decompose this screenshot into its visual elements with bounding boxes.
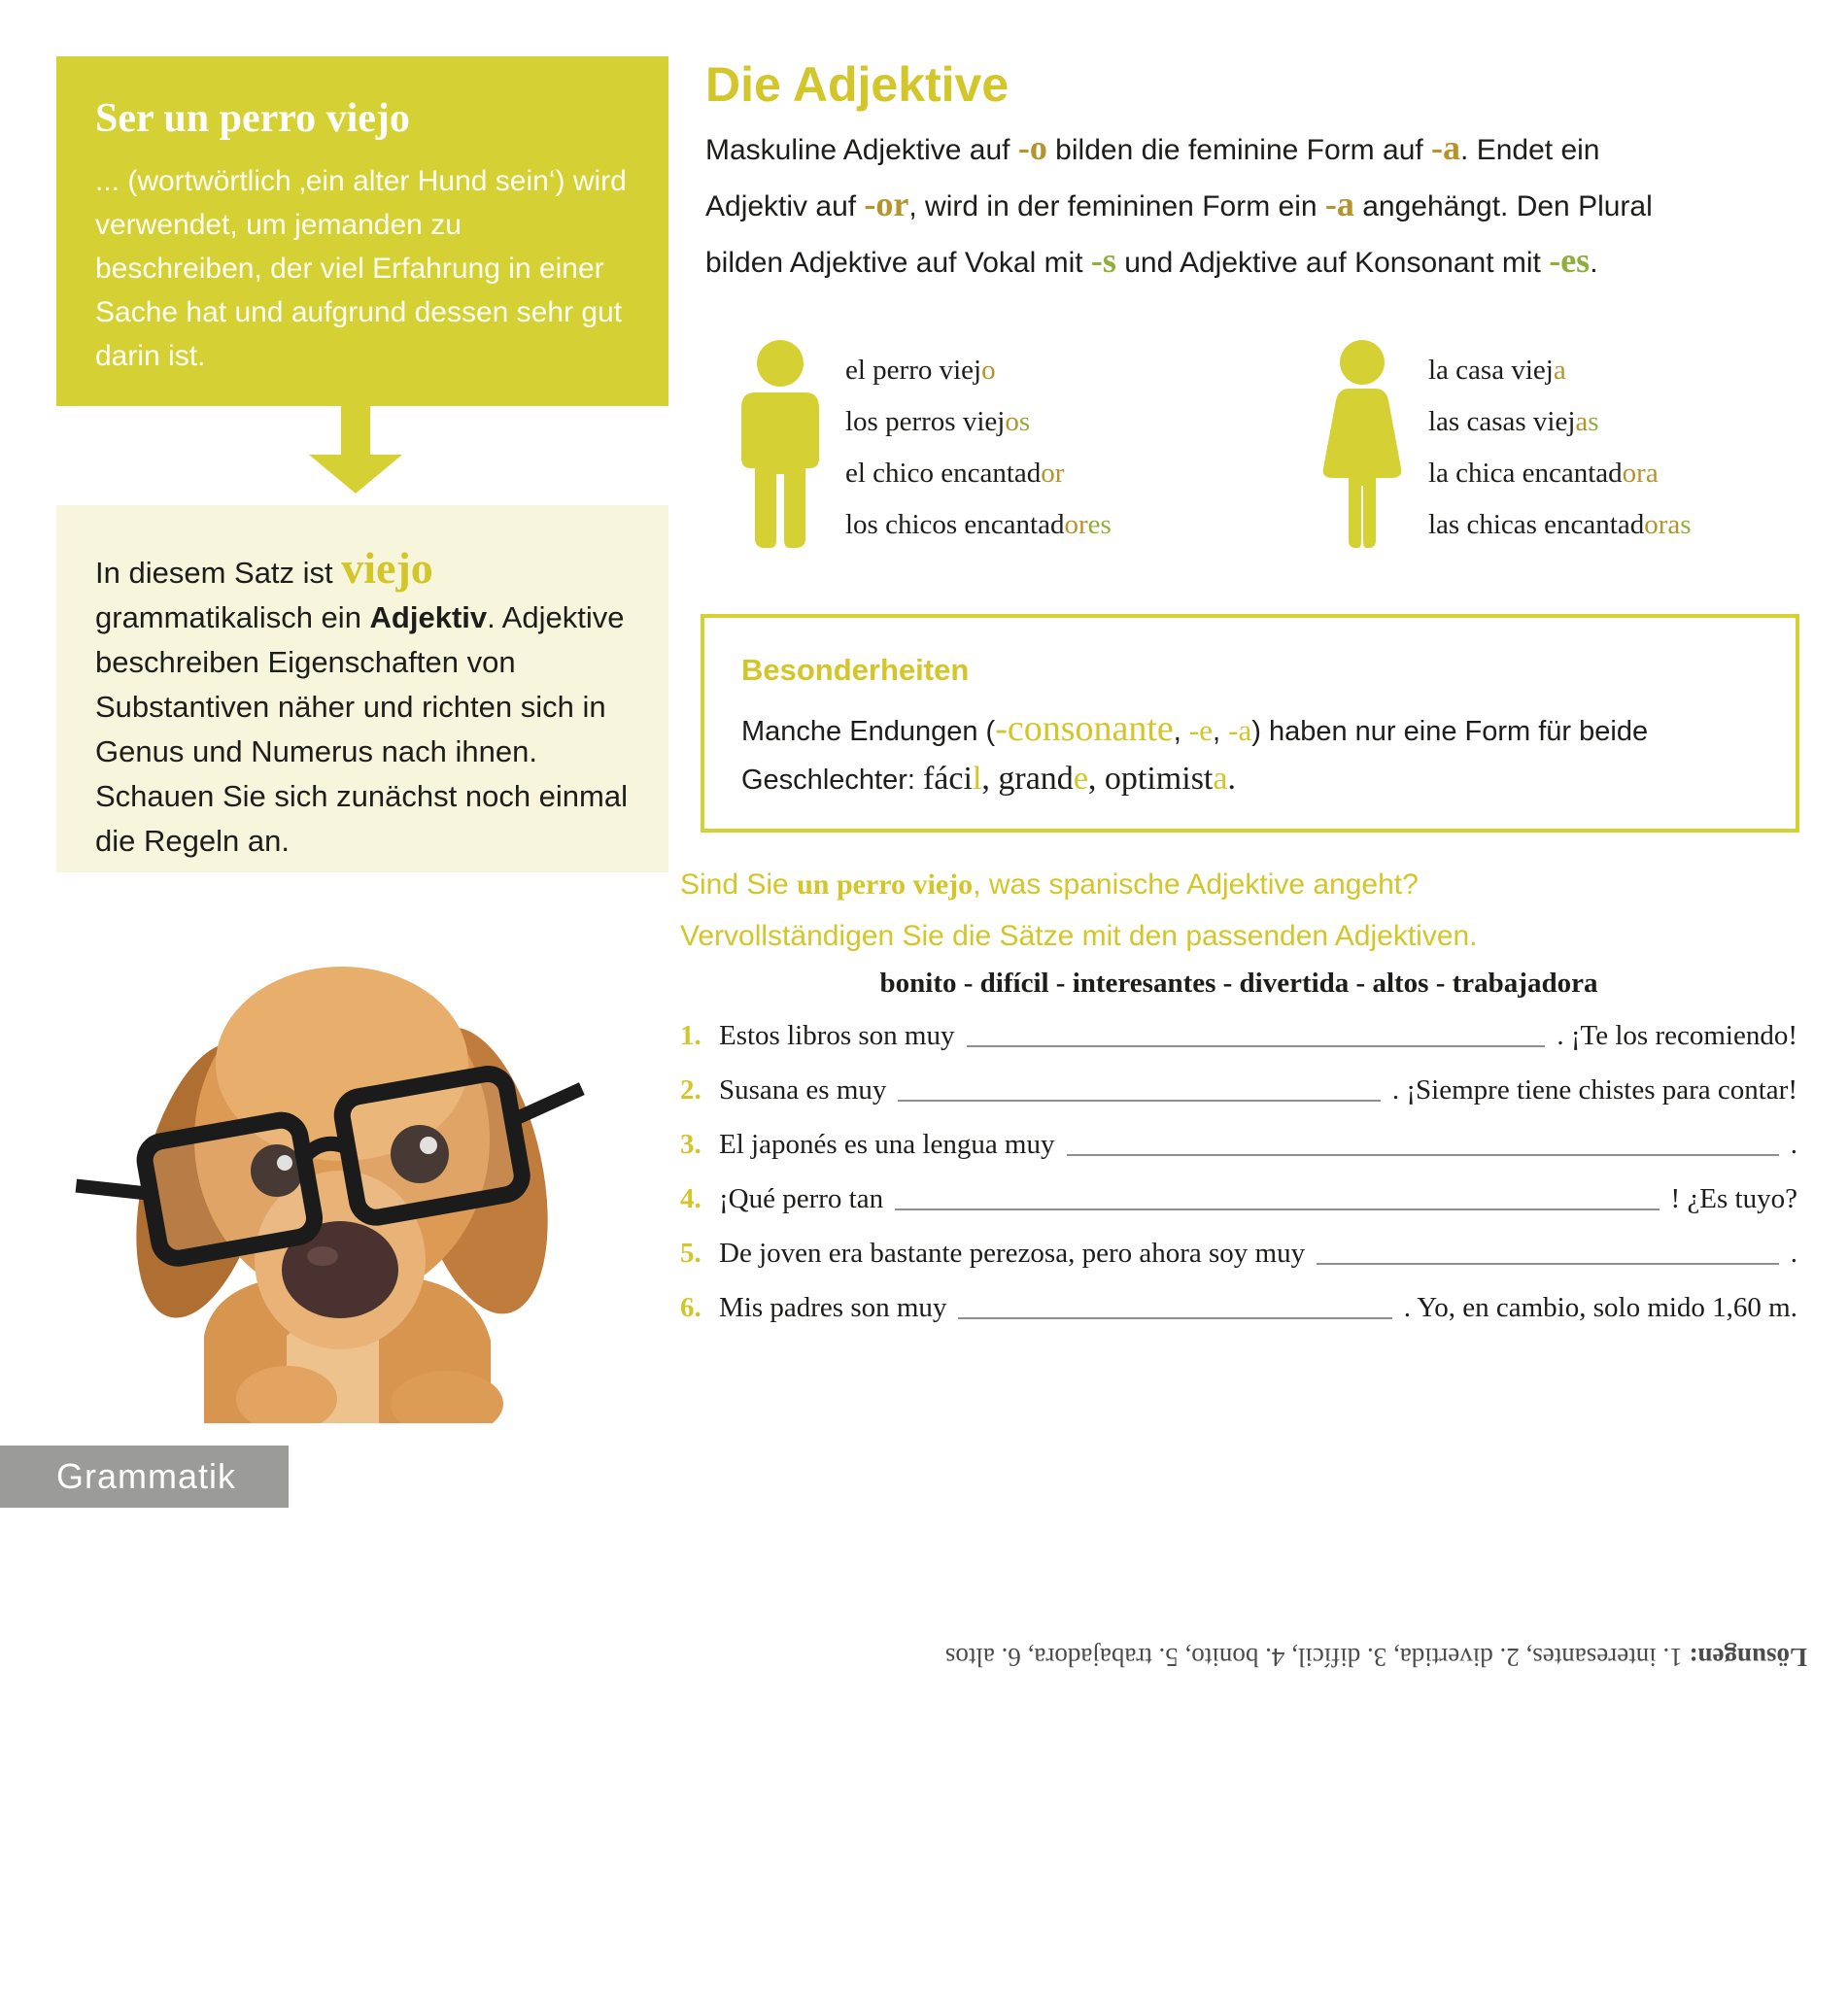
sentence-number: 3. (680, 1129, 702, 1160)
down-arrow-icon (341, 406, 370, 457)
answer-blank (958, 1317, 1391, 1319)
sentence-before: Susana es muy (719, 1074, 887, 1106)
example-line: las casas viejas (1428, 406, 1599, 437)
exercise-sentence (680, 1238, 1797, 1270)
feminine-examples (1428, 345, 1692, 551)
intro-line: Adjektiv auf -or, wird in der femininen Form ein -a angehängt. Den Plural (705, 185, 1653, 223)
idiom-body: ... (wortwörtlich ‚ein alter Hund sein‘) wird verwendet, um jemanden zu beschreiben, der viel Erfahrung in einer Sache hat und aufgrund dessen sehr gut darin ist. (95, 165, 627, 372)
exercise-sentence (680, 1183, 1797, 1215)
exercise-sentence (680, 1129, 1797, 1161)
female-figure-icon (1318, 340, 1407, 550)
answer-blank (898, 1100, 1381, 1102)
example-line: la casa vieja (1428, 355, 1566, 386)
example-line: el chico encantador (845, 458, 1065, 489)
answer-blank (967, 1045, 1546, 1047)
word-bank: bonito - difícil - interesantes - divertida - altos - trabajadora (879, 968, 1598, 999)
sentence-number: 4. (680, 1183, 702, 1214)
sentence-number: 2. (680, 1074, 702, 1106)
solutions-label: Lösungen: (1689, 1643, 1807, 1672)
example-line: los perros viejos (845, 406, 1031, 437)
sentence-after: . Yo, en cambio, solo mido 1,60 m. (1403, 1292, 1797, 1323)
example-line: la chica encantadora (1428, 458, 1659, 489)
male-figure-icon (732, 340, 829, 550)
sentence-number: 6. (680, 1292, 702, 1323)
intro-line: Maskuline Adjektive auf -o bilden die feminine Form auf -a. Endet ein (705, 128, 1600, 167)
exercise-sentence (680, 1074, 1797, 1106)
sentence-before: Estos libros son muy (719, 1020, 955, 1051)
sentence-before: El japonés es una lengua muy (719, 1129, 1055, 1160)
section-label: Grammatik (56, 1456, 237, 1496)
down-arrow-icon (309, 455, 402, 493)
sentence-before: De joven era bastante perezosa, pero ahora soy muy (719, 1238, 1306, 1269)
exercise-instructions (680, 859, 1807, 962)
idiom-box (56, 56, 668, 406)
note-box-body: Manche Endungen (-consonante, -e, -a) haben nur eine Form für beide Geschlechter: fácil, grande, optimista. (741, 708, 1649, 797)
idiom-title: Ser un perro viejo (95, 96, 410, 141)
answer-blank (1317, 1263, 1779, 1265)
sentence-after: ! ¿Es tuyo? (1670, 1183, 1797, 1214)
section-label-bar (0, 1446, 289, 1508)
sentence-after: . ¡Siempre tiene chistes para contar! (1391, 1074, 1797, 1106)
masculine-examples (845, 345, 1112, 551)
answer-blank (1067, 1154, 1779, 1156)
dog-photo (58, 879, 602, 1423)
page-title: Die Adjektive (705, 57, 1010, 112)
exercise-sentence (680, 1020, 1797, 1052)
note-box-title: Besonderheiten (741, 653, 970, 687)
explain-text: In diesem Satz ist viejo grammatikalisch ein Adjektiv. Adjektive beschreiben Eigenschaften von Substantiven näher und richten sich in Genus und Numerus nach ihnen. Schauen Sie sich zunächst noch einmal die Regeln an. (95, 543, 628, 858)
note-box (701, 614, 1799, 833)
solutions-text: 1. interesantes, 2. divertida, 3. difícil, 4. bonito, 5. trabajadora, 6. altos (944, 1643, 1690, 1672)
instruction-line: Vervollständigen Sie die Sätze mit den passenden Adjektiven. (680, 920, 1478, 952)
sentence-before: Mis padres son muy (719, 1292, 947, 1323)
sentence-before: ¡Qué perro tan (719, 1183, 884, 1214)
example-line: el perro viejo (845, 355, 996, 386)
instruction-line: Sind Sie un perro viejo, was spanische Adjektive angeht? (680, 868, 1419, 901)
sentence-after: . ¡Te los recomiendo! (1557, 1020, 1797, 1051)
answer-blank (895, 1208, 1659, 1210)
example-line: los chicos encantadores (845, 509, 1112, 540)
sentence-after: . (1790, 1129, 1797, 1160)
example-line: las chicas encantadoras (1428, 509, 1692, 540)
explain-box (56, 505, 668, 872)
sentence-after: . (1790, 1238, 1797, 1269)
exercise-sentences (680, 1020, 1797, 1346)
intro-paragraph (705, 122, 1803, 291)
sentence-number: 1. (680, 1020, 702, 1051)
exercise-sentence (680, 1292, 1797, 1324)
intro-line: bilden Adjektive auf Vokal mit -s und Adjektive auf Konsonant mit -es. (705, 241, 1598, 280)
solutions-upside-down (719, 1642, 1807, 1672)
sentence-number: 5. (680, 1238, 702, 1269)
